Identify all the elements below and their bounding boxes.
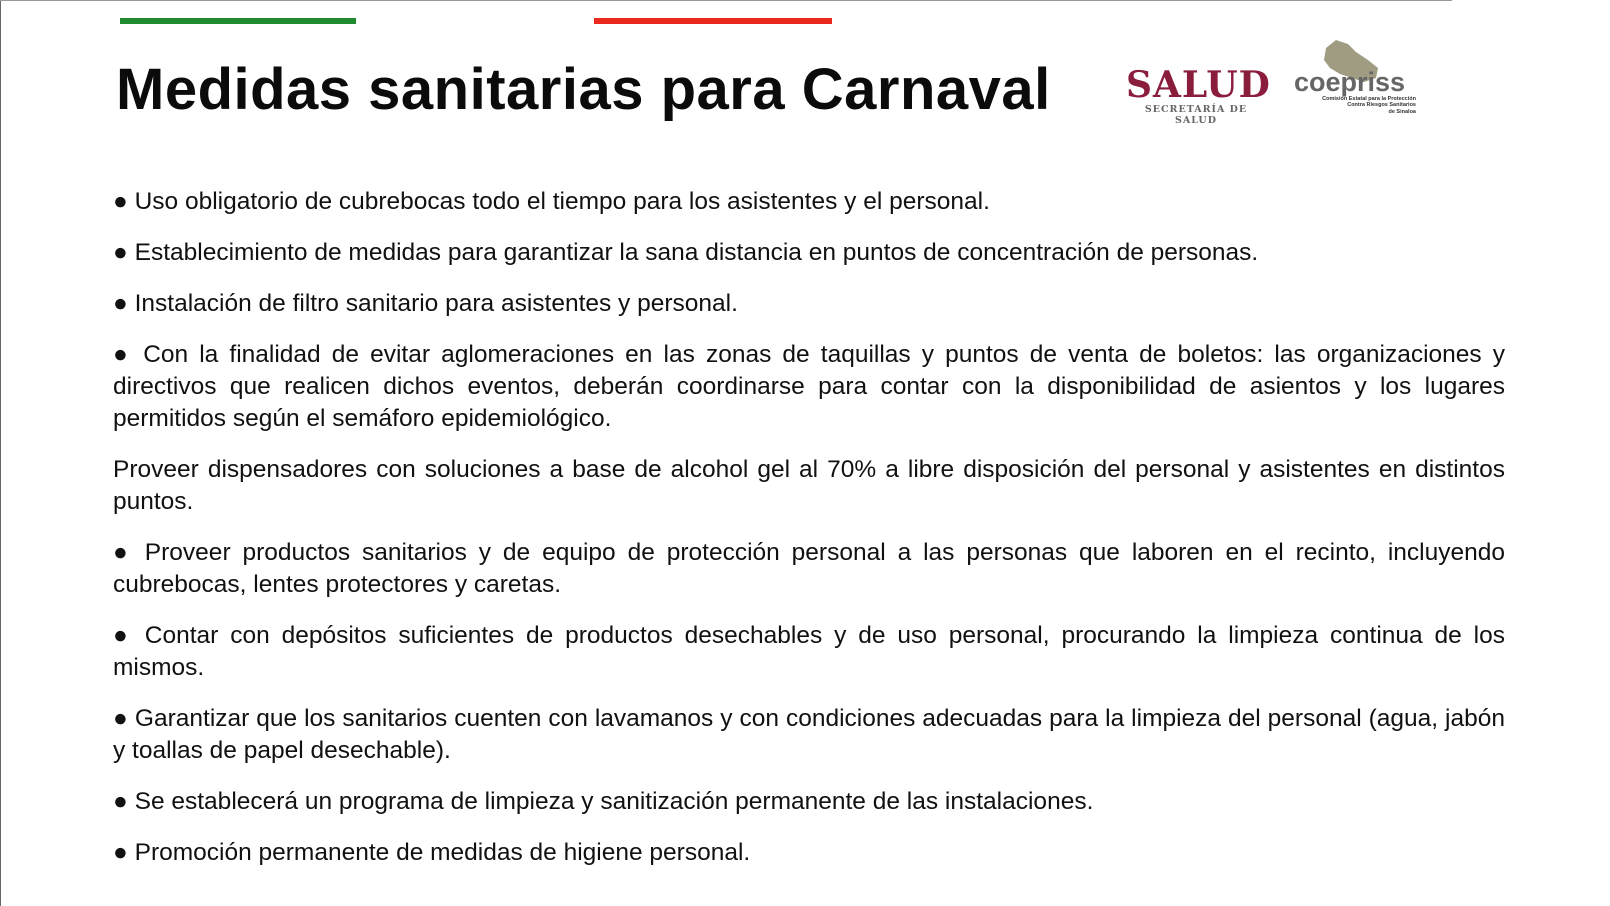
measure-item: ● Establecimiento de medidas para garantizar la sana distancia en puntos de concentración de personas. (113, 239, 1259, 266)
coepriss-caption-line: Contra Riesgos Sanitarios (1347, 102, 1416, 109)
measure-item: ● Se establecerá un programa de limpieza y sanitización permanente de las instalaciones. (113, 788, 1094, 815)
coepriss-caption-line: de Sinaloa (1388, 108, 1416, 115)
coepriss-caption-line: Comisión Estatal para la Protección (1322, 96, 1416, 102)
salud-logo-subtitle: SECRETARÍA DE SALUD (1144, 104, 1248, 126)
measure-item: ● Proveer productos sanitarios y de equipo de protección personal a las personas que laboren en el recinto, incluyendo cubrebocas, lentes protectores y caretas. (113, 539, 1505, 598)
measure-item: ● Contar con depósitos suficientes de productos desechables y de uso personal, procurando la limpieza continua de los mismos. (113, 622, 1505, 681)
red-accent-bar (594, 18, 832, 24)
measure-item: ● Uso obligatorio de cubrebocas todo el tiempo para los asistentes y el personal. (113, 188, 990, 215)
measure-item: ● Garantizar que los sanitarios cuenten con lavamanos y con condiciones adecuadas para la limpieza del personal (agua, jabón y toallas de papel desechable). (113, 705, 1505, 764)
salud-logo-wordmark: SALUD (1126, 64, 1271, 106)
measure-item: ● Promoción permanente de medidas de higiene personal. (113, 839, 751, 866)
coepriss-logo (1290, 38, 1420, 120)
coepriss-logo-wordmark: coepriss (1294, 67, 1406, 97)
salud-logo (1126, 64, 1271, 126)
measure-item: ● Con la finalidad de evitar aglomeraciones en las zonas de taquillas y puntos de venta de boletos: las organizaciones y directivos que realicen dichos eventos, deberán coordinarse para contar con la disponibilidad de asientos y los lugares permitidos según el semáforo epidemiológico. (113, 341, 1505, 432)
slide-border-top (0, 0, 1452, 1)
green-accent-bar (120, 18, 356, 24)
slide-border-left (0, 0, 1, 906)
measures-list (113, 186, 1505, 888)
measure-item: Proveer dispensadores con soluciones a base de alcohol gel al 70% a libre disposición del personal y asistentes en distintos puntos. (113, 456, 1505, 515)
measure-item: ● Instalación de filtro sanitario para asistentes y personal. (113, 290, 738, 317)
coepriss-logo-caption (1296, 96, 1416, 115)
slide-title: Medidas sanitarias para Carnaval (116, 57, 1051, 122)
